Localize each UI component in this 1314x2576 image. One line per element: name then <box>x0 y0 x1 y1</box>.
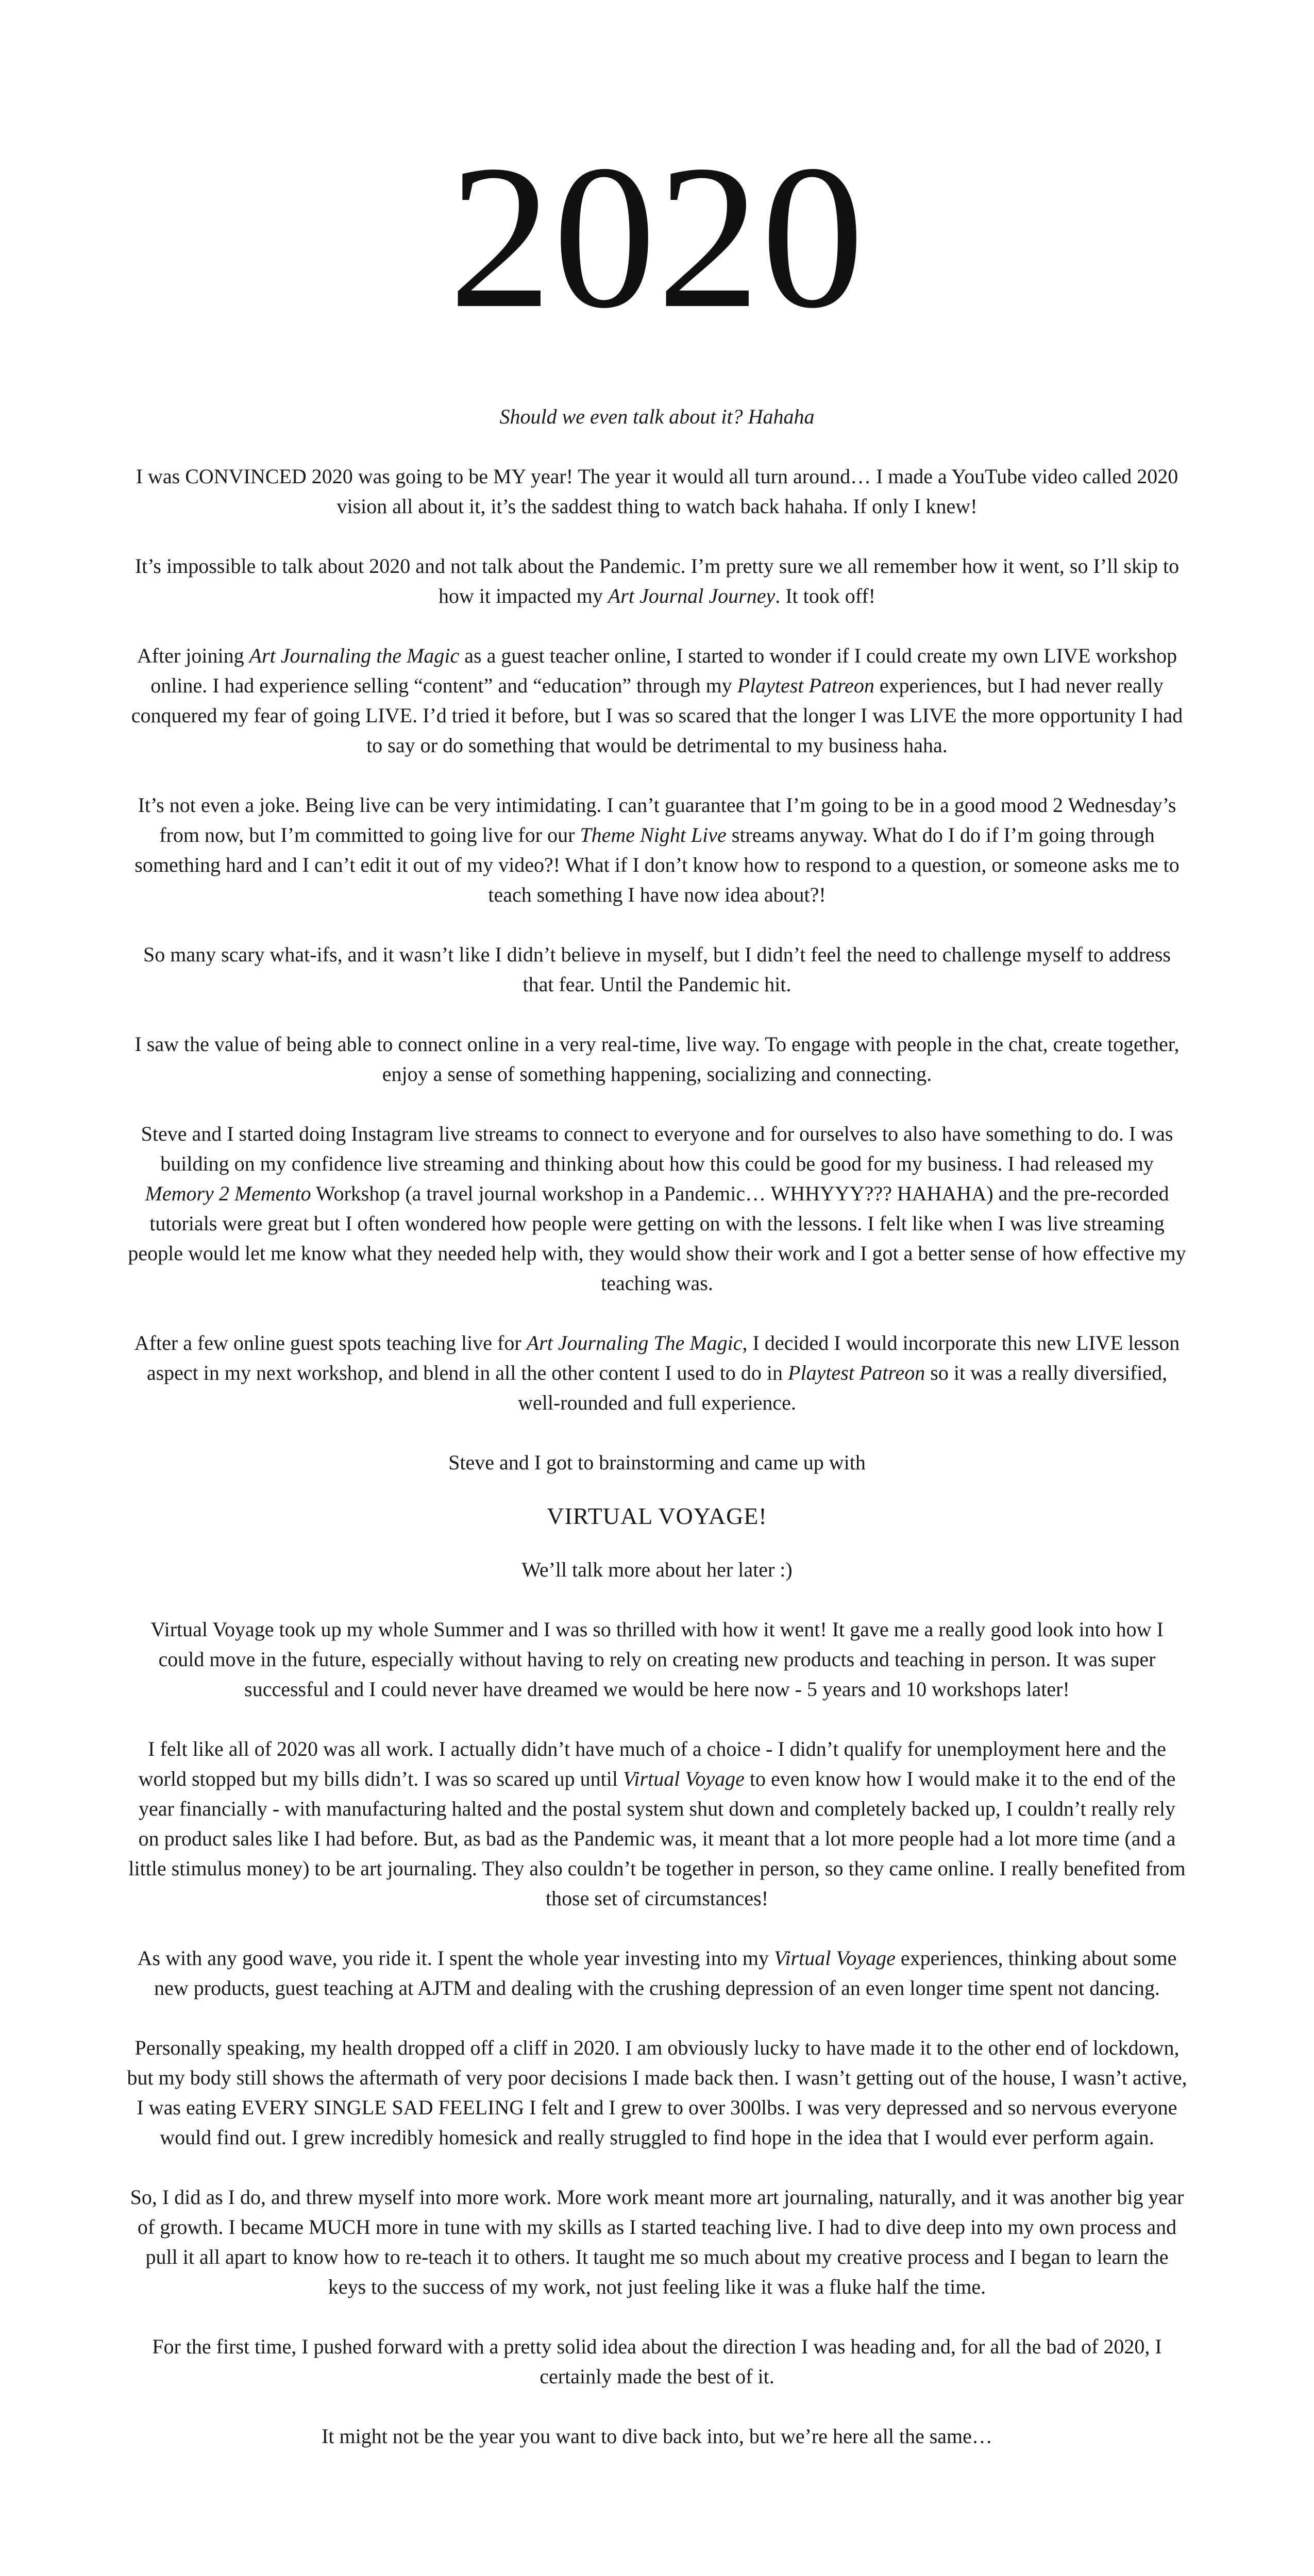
paragraph: Steve and I started doing Instagram live streams to connect to everyone and for ourselves to also have something to do. I was building on my confidence live streaming and thinking about how this could be good for my business. I had released my Memory 2 Memento Workshop (a travel journal workshop in a Pandemic… WHHYYY??? HAHAHA) and the pre-recorded tutorials were great but I often wondered how people were getting on with the lessons. I felt like when I was live streaming people would let me know what they needed help with, they would show their work and I got a better sense of how effective my teaching was. <box>128 1122 1186 1295</box>
article-body <box>126 402 1188 2481</box>
paragraph: After joining Art Journaling the Magic as a guest teacher online, I started to wonder if I could create my own LIVE workshop online. I had experience selling “content” and “education” through my Playtest Patreon experiences, but I had never really conquered my fear of going LIVE. I’d tried it before, but I was so scared that the longer I was LIVE the more opportunity I had to say or do something that would be detrimental to my business haha. <box>131 644 1183 757</box>
paragraph: So many scary what-ifs, and it wasn’t like I didn’t believe in myself, but I didn’t feel the need to challenge myself to address that fear. Until the Pandemic hit. <box>143 943 1171 996</box>
page-title: 2020 <box>449 123 865 351</box>
paragraph: It’s not even a joke. Being live can be very intimidating. I can’t guarantee that I’m going to be in a good mood 2 Wednesday’s from now, but I’m committed to going live for our Theme Night Live streams anyway. What do I do if I’m going through something hard and I can’t edit it out of my video?! What if I don’t know how to respond to a question, or someone asks me to teach something I have now idea about?! <box>134 793 1180 906</box>
paragraph: Steve and I got to brainstorming and came up with <box>448 1451 866 1474</box>
paragraph: I saw the value of being able to connect online in a very real-time, live way. To engage with people in the chat, create together, enjoy a sense of something happening, socializing and connecting. <box>134 1032 1180 1086</box>
paragraph: After a few online guest spots teaching live for Art Journaling The Magic, I decided I would incorporate this new LIVE lesson aspect in my next workshop, and blend in all the other content I used to do in Playtest Patreon so it was a really diversified, well-rounded and full experience. <box>134 1331 1180 1414</box>
paragraph: I felt like all of 2020 was all work. I actually didn’t have much of a choice - I didn’t qualify for unemployment here and the world stopped but my bills didn’t. I was so scared up until Virtual Voyage to even know how I would make it to the end of the year financially - with manufacturing halted and the postal system shut down and completely backed up, I couldn’t really rely on product sales like I had before. But, as bad as the Pandemic was, it meant that a lot more people had a lot more time (and a little stimulus money) to be art journaling. They also couldn’t be together in person, so they came online. I really benefited from those set of circumstances! <box>128 1737 1186 1910</box>
paragraph: Personally speaking, my health dropped off a cliff in 2020. I am obviously lucky to have made it to the other end of lockdown, but my body still shows the aftermath of very poor decisions I made back then. I wasn’t getting out of the house, I wasn’t active, I was eating EVERY SINGLE SAD FEELING I felt and I grew to over 300lbs. I was very depressed and so nervous everyone would find out. I grew incredibly homesick and really struggled to find hope in the idea that I would ever perform again. <box>127 2036 1187 2149</box>
paragraph: As with any good wave, you ride it. I spent the whole year investing into my Virtual Voyage experiences, thinking about some new products, guest teaching at AJTM and dealing with the crushing depression of an even longer time spent not dancing. <box>137 1946 1177 1999</box>
paragraph: For the first time, I pushed forward with a pretty solid idea about the direction I was heading and, for all the bad of 2020, I certainly made the best of it. <box>152 2335 1162 2388</box>
intro-line: Should we even talk about it? Hahaha <box>499 405 815 428</box>
workshop-name: VIRTUAL VOYAGE! <box>547 1503 767 1529</box>
paragraph: It’s impossible to talk about 2020 and not talk about the Pandemic. I’m pretty sure we all remember how it went, so I’ll skip to how it impacted my Art Journal Journey. It took off! <box>134 554 1180 607</box>
paragraph: Virtual Voyage took up my whole Summer and I was so thrilled with how it went! It gave me a really good look into how I could move in the future, especially without having to rely on creating new products and teaching in person. It was super successful and I could never have dreamed we would be here now - 5 years and 10 workshops later! <box>150 1618 1164 1701</box>
paragraph: I was CONVINCED 2020 was going to be MY year! The year it would all turn around… I made a YouTube video called 2020 vision all about it, it’s the saddest thing to watch back hahaha. If only I knew! <box>136 465 1178 518</box>
paragraph: It might not be the year you want to dive back into, but we’re here all the same… <box>322 2425 992 2448</box>
paragraph: We’ll talk more about her later :) <box>521 1558 793 1581</box>
paragraph: So, I did as I do, and threw myself into more work. More work meant more art journaling, naturally, and it was another big year of growth. I became MUCH more in tune with my skills as I started teaching live. I had to dive deep into my own process and pull it all apart to know how to re-teach it to others. It taught me so much about my creative process and I began to learn the keys to the success of my work, not just feeling like it was a fluke half the time. <box>130 2185 1184 2298</box>
